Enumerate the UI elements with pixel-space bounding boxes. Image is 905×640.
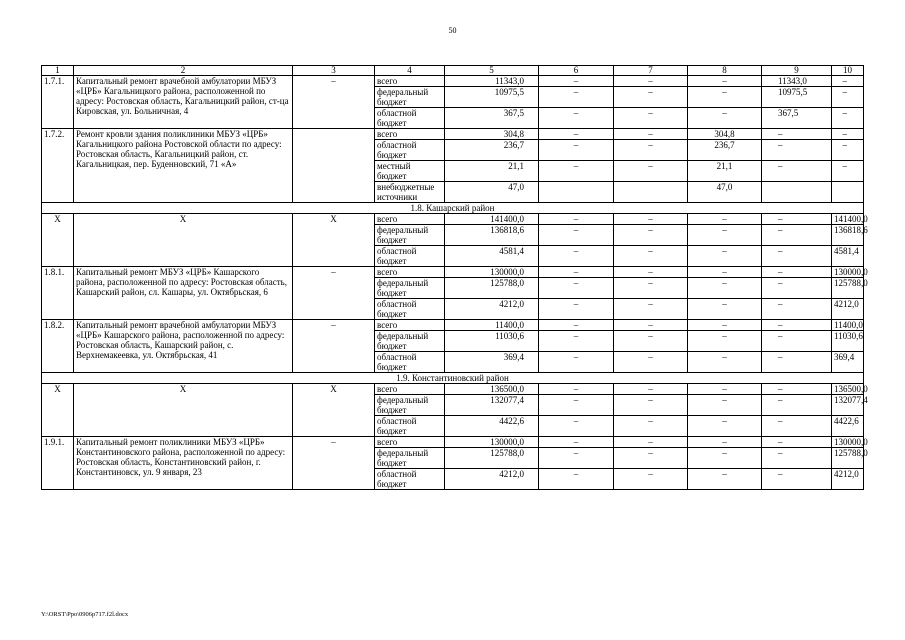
- item-flag: –: [293, 437, 375, 490]
- funding-source: всего: [375, 267, 445, 278]
- amount-v5: 10975,5: [445, 87, 539, 108]
- amount-v8: 21,1: [688, 161, 762, 182]
- amount-v6: –: [539, 448, 614, 469]
- amount-v6: –: [539, 395, 614, 416]
- amount-v6: –: [539, 76, 614, 87]
- amount-v8: –: [688, 437, 762, 448]
- amount-v6: –: [539, 469, 614, 490]
- amount-v8: –: [688, 469, 762, 490]
- amount-v8: –: [688, 331, 762, 352]
- item-number: 1.7.2.: [42, 129, 74, 203]
- amount-v10: 125788,0: [832, 278, 864, 299]
- amount-v10: 130000,0: [832, 437, 864, 448]
- amount-v8: –: [688, 267, 762, 278]
- funding-source: федеральный бюджет: [375, 448, 445, 469]
- funding-source: всего: [375, 437, 445, 448]
- amount-v6: –: [539, 87, 614, 108]
- funding-source: всего: [375, 214, 445, 225]
- item-number: 1.8.1.: [42, 267, 74, 320]
- funding-source: федеральный бюджет: [375, 87, 445, 108]
- amount-v9: –: [762, 320, 832, 331]
- funding-source: всего: [375, 129, 445, 140]
- amount-v8: –: [688, 225, 762, 246]
- amount-v9: –: [762, 129, 832, 140]
- amount-v5: 4212,0: [445, 469, 539, 490]
- amount-v8: –: [688, 352, 762, 373]
- amount-v10: 369,4: [832, 352, 864, 373]
- amount-v7: –: [614, 140, 688, 161]
- amount-v8: –: [688, 320, 762, 331]
- section-row: [42, 203, 864, 214]
- funding-source: областной бюджет: [375, 299, 445, 320]
- amount-v7: –: [614, 331, 688, 352]
- item-number: Х: [42, 384, 74, 437]
- amount-v10: –: [832, 76, 864, 87]
- amount-v7: –: [614, 267, 688, 278]
- amount-v8: 236,7: [688, 140, 762, 161]
- amount-v5: 304,8: [445, 129, 539, 140]
- amount-v9: –: [762, 448, 832, 469]
- item-flag: Х: [293, 384, 375, 437]
- item-number: Х: [42, 214, 74, 267]
- amount-v6: –: [539, 437, 614, 448]
- item-flag: –: [293, 267, 375, 320]
- item-flag: –: [293, 76, 375, 129]
- amount-v9: –: [762, 225, 832, 246]
- amount-v10: –: [832, 129, 864, 140]
- amount-v8: –: [688, 246, 762, 267]
- amount-v6: –: [539, 140, 614, 161]
- item-flag: [293, 129, 375, 203]
- column-number-cell: 7: [614, 66, 688, 76]
- amount-v7: –: [614, 214, 688, 225]
- amount-v10: [832, 182, 864, 203]
- amount-v10: –: [832, 87, 864, 108]
- funding-source: внебюджетные источники: [375, 182, 445, 203]
- amount-v9: –: [762, 161, 832, 182]
- item-name: Х: [74, 384, 293, 437]
- funding-source: всего: [375, 76, 445, 87]
- amount-v7: –: [614, 278, 688, 299]
- amount-v9: –: [762, 437, 832, 448]
- amount-v5: 11343,0: [445, 76, 539, 87]
- column-number-cell: 5: [445, 66, 539, 76]
- amount-v10: 4422,6: [832, 416, 864, 437]
- amount-v5: 4581,4: [445, 246, 539, 267]
- program-table: [41, 65, 868, 490]
- table-row: [42, 267, 864, 278]
- funding-source: областной бюджет: [375, 352, 445, 373]
- amount-v10: 132077,4: [832, 395, 864, 416]
- section-title: 1.9. Константиновский район: [42, 373, 864, 384]
- amount-v9: –: [762, 267, 832, 278]
- item-name: Капитальный ремонт врачебной амбулатории МБУЗ «ЦРБ» Кагальницкого района, расположенной по адресу: Ростовская область, Кагальницкий район, ст-ца Кировская, ул. Больничная, 4: [74, 76, 293, 129]
- amount-v5: 130000,0: [445, 437, 539, 448]
- amount-v6: –: [539, 267, 614, 278]
- funding-source: федеральный бюджет: [375, 395, 445, 416]
- column-number-row: [42, 66, 864, 76]
- amount-v6: –: [539, 352, 614, 373]
- amount-v5: 11030,6: [445, 331, 539, 352]
- item-name: Ремонт кровли здания поликлиники МБУЗ «ЦРБ» Кагальницкого района Ростовской области по адресу: Ростовская область, Кагальницкий район, ст. Кагальницкая, пер. Буденновский, 71 «А»: [74, 129, 293, 203]
- amount-v8: –: [688, 416, 762, 437]
- amount-v10: 4212,0: [832, 469, 864, 490]
- item-name: Капитальный ремонт поликлиники МБУЗ «ЦРБ» Константиновского района, расположенной по адресу: Ростовская область, Константиновский район, г. Константиновск, ул. 9 января, 23: [74, 437, 293, 490]
- amount-v10: 4581,4: [832, 246, 864, 267]
- amount-v8: –: [688, 76, 762, 87]
- item-flag: –: [293, 320, 375, 373]
- amount-v10: –: [832, 108, 864, 129]
- amount-v5: 136500,0: [445, 384, 539, 395]
- amount-v7: –: [614, 395, 688, 416]
- amount-v7: –: [614, 384, 688, 395]
- amount-v7: –: [614, 299, 688, 320]
- item-number: 1.7.1.: [42, 76, 74, 129]
- table-row: [42, 320, 864, 331]
- amount-v8: –: [688, 448, 762, 469]
- table-row: [42, 129, 864, 140]
- funding-source: всего: [375, 384, 445, 395]
- amount-v10: 130000,0: [832, 267, 864, 278]
- column-number-cell: 3: [293, 66, 375, 76]
- amount-v7: –: [614, 225, 688, 246]
- amount-v6: –: [539, 108, 614, 129]
- funding-source: федеральный бюджет: [375, 278, 445, 299]
- amount-v5: 4212,0: [445, 299, 539, 320]
- amount-v10: –: [832, 140, 864, 161]
- amount-v6: –: [539, 214, 614, 225]
- amount-v9: –: [762, 469, 832, 490]
- amount-v6: –: [539, 161, 614, 182]
- amount-v5: 125788,0: [445, 448, 539, 469]
- page-number: 50: [448, 26, 457, 35]
- column-number-cell: 4: [375, 66, 445, 76]
- amount-v7: –: [614, 161, 688, 182]
- amount-v7: –: [614, 437, 688, 448]
- amount-v6: –: [539, 416, 614, 437]
- amount-v6: –: [539, 331, 614, 352]
- amount-v5: 132077,4: [445, 395, 539, 416]
- funding-source: всего: [375, 320, 445, 331]
- item-name: Х: [74, 214, 293, 267]
- amount-v5: 47,0: [445, 182, 539, 203]
- amount-v10: 136500,0: [832, 384, 864, 395]
- amount-v8: –: [688, 395, 762, 416]
- amount-v7: –: [614, 246, 688, 267]
- amount-v10: 141400,0: [832, 214, 864, 225]
- section-title: 1.8. Кашарский район: [42, 203, 864, 214]
- amount-v5: 236,7: [445, 140, 539, 161]
- column-number-cell: 8: [688, 66, 762, 76]
- amount-v6: –: [539, 320, 614, 331]
- amount-v10: 11400,0: [832, 320, 864, 331]
- column-number-cell: 2: [74, 66, 293, 76]
- amount-v10: 136818,6: [832, 225, 864, 246]
- table-row: [42, 437, 864, 448]
- table-row: [42, 76, 864, 87]
- table-row: [42, 214, 864, 225]
- amount-v6: –: [539, 299, 614, 320]
- amount-v6: –: [539, 225, 614, 246]
- amount-v8: –: [688, 108, 762, 129]
- amount-v9: 367,5: [762, 108, 832, 129]
- amount-v7: –: [614, 87, 688, 108]
- amount-v9: –: [762, 246, 832, 267]
- amount-v8: –: [688, 87, 762, 108]
- amount-v5: 21,1: [445, 161, 539, 182]
- amount-v8: –: [688, 214, 762, 225]
- column-number-cell: 9: [762, 66, 832, 76]
- amount-v9: –: [762, 416, 832, 437]
- funding-source: областной бюджет: [375, 140, 445, 161]
- funding-source: федеральный бюджет: [375, 331, 445, 352]
- column-number-cell: 10: [832, 66, 864, 76]
- amount-v7: –: [614, 129, 688, 140]
- amount-v7: –: [614, 448, 688, 469]
- amount-v7: –: [614, 352, 688, 373]
- amount-v5: 141400,0: [445, 214, 539, 225]
- amount-v6: [539, 182, 614, 203]
- amount-v5: 369,4: [445, 352, 539, 373]
- amount-v5: 136818,6: [445, 225, 539, 246]
- amount-v6: –: [539, 129, 614, 140]
- item-name: Капитальный ремонт врачебной амбулатории МБУЗ «ЦРБ» Кашарского района, расположенной по адресу: Ростовская область, Кашарский район, с. Верхнемакеевка, ул. Октябрьская, 41: [74, 320, 293, 373]
- amount-v7: [614, 182, 688, 203]
- amount-v6: –: [539, 278, 614, 299]
- amount-v5: 367,5: [445, 108, 539, 129]
- amount-v9: 10975,5: [762, 87, 832, 108]
- amount-v9: –: [762, 395, 832, 416]
- amount-v5: 125788,0: [445, 278, 539, 299]
- amount-v9: –: [762, 384, 832, 395]
- amount-v8: –: [688, 299, 762, 320]
- amount-v5: 4422,6: [445, 416, 539, 437]
- item-name: Капитальный ремонт МБУЗ «ЦРБ» Кашарского района, расположенной по адресу: Ростовская область, Кашарский район, сл. Кашары, ул. Октябрьская, 6: [74, 267, 293, 320]
- amount-v7: –: [614, 108, 688, 129]
- amount-v8: 304,8: [688, 129, 762, 140]
- amount-v7: –: [614, 469, 688, 490]
- amount-v8: –: [688, 384, 762, 395]
- amount-v9: –: [762, 331, 832, 352]
- amount-v8: 47,0: [688, 182, 762, 203]
- funding-source: федеральный бюджет: [375, 225, 445, 246]
- column-number-cell: 1: [42, 66, 74, 76]
- column-number-cell: 6: [539, 66, 614, 76]
- amount-v9: –: [762, 140, 832, 161]
- amount-v8: –: [688, 278, 762, 299]
- amount-v7: –: [614, 76, 688, 87]
- amount-v10: –: [832, 161, 864, 182]
- amount-v7: –: [614, 320, 688, 331]
- amount-v6: –: [539, 246, 614, 267]
- amount-v10: 4212,0: [832, 299, 864, 320]
- amount-v9: –: [762, 214, 832, 225]
- amount-v9: –: [762, 278, 832, 299]
- funding-source: областной бюджет: [375, 416, 445, 437]
- section-row: [42, 373, 864, 384]
- amount-v5: 11400,0: [445, 320, 539, 331]
- funding-source: областной бюджет: [375, 469, 445, 490]
- item-flag: Х: [293, 214, 375, 267]
- amount-v9: [762, 182, 832, 203]
- amount-v10: 11030,6: [832, 331, 864, 352]
- funding-source: областной бюджет: [375, 108, 445, 129]
- funding-source: местный бюджет: [375, 161, 445, 182]
- amount-v9: –: [762, 299, 832, 320]
- item-number: 1.8.2.: [42, 320, 74, 373]
- footer-file-path: Y:\ORST\Ppo\0906p717.f2l.docx: [41, 611, 129, 618]
- amount-v10: 125788,0: [832, 448, 864, 469]
- amount-v9: 11343,0: [762, 76, 832, 87]
- table-row: [42, 384, 864, 395]
- amount-v9: –: [762, 352, 832, 373]
- amount-v5: 130000,0: [445, 267, 539, 278]
- amount-v6: –: [539, 384, 614, 395]
- item-number: 1.9.1.: [42, 437, 74, 490]
- amount-v7: –: [614, 416, 688, 437]
- funding-source: областной бюджет: [375, 246, 445, 267]
